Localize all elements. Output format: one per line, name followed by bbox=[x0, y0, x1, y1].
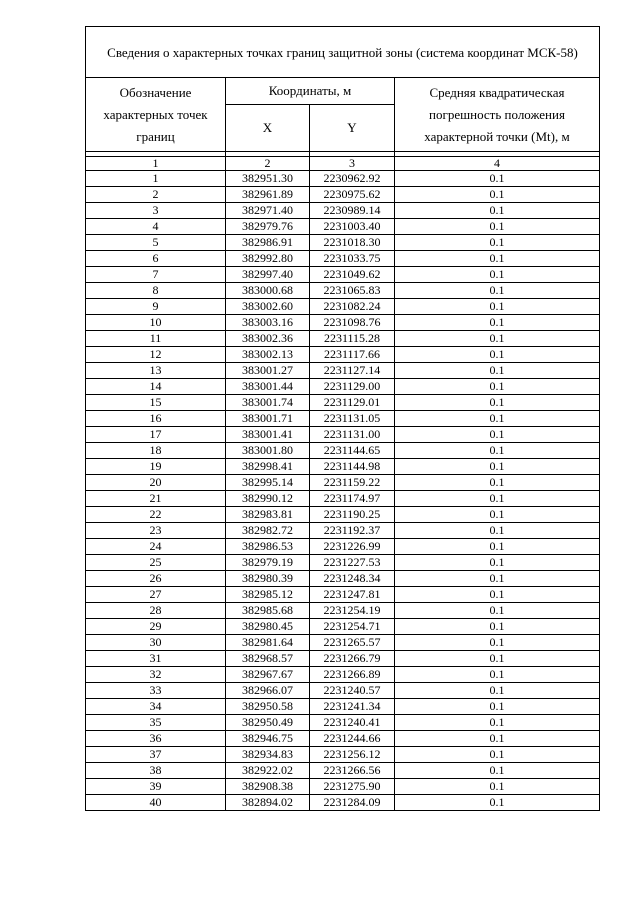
x-coordinate-cell: 382983.81 bbox=[226, 507, 310, 523]
y-coordinate-cell: 2231018.30 bbox=[310, 235, 395, 251]
x-coordinate-cell: 383001.27 bbox=[226, 363, 310, 379]
x-coordinate-cell: 382981.64 bbox=[226, 635, 310, 651]
table-row bbox=[86, 187, 600, 203]
error-cell: 0.1 bbox=[395, 587, 600, 603]
error-cell: 0.1 bbox=[395, 667, 600, 683]
table-row bbox=[86, 523, 600, 539]
error-cell: 0.1 bbox=[395, 699, 600, 715]
error-cell: 0.1 bbox=[395, 651, 600, 667]
point-id-cell: 1 bbox=[86, 171, 226, 187]
y-coordinate-cell: 2231256.12 bbox=[310, 747, 395, 763]
point-id-cell: 2 bbox=[86, 187, 226, 203]
error-cell: 0.1 bbox=[395, 475, 600, 491]
error-cell: 0.1 bbox=[395, 715, 600, 731]
error-cell: 0.1 bbox=[395, 731, 600, 747]
column-number: 3 bbox=[310, 157, 395, 171]
y-coordinate-cell: 2231159.22 bbox=[310, 475, 395, 491]
x-coordinate-cell: 382986.91 bbox=[226, 235, 310, 251]
point-id-cell: 6 bbox=[86, 251, 226, 267]
y-coordinate-cell: 2231266.56 bbox=[310, 763, 395, 779]
point-id-cell: 13 bbox=[86, 363, 226, 379]
y-coordinate-cell: 2231226.99 bbox=[310, 539, 395, 555]
y-coordinate-cell: 2231265.57 bbox=[310, 635, 395, 651]
header-x: X bbox=[226, 105, 310, 152]
error-cell: 0.1 bbox=[395, 427, 600, 443]
error-cell: 0.1 bbox=[395, 747, 600, 763]
y-coordinate-cell: 2231266.79 bbox=[310, 651, 395, 667]
y-coordinate-cell: 2231266.89 bbox=[310, 667, 395, 683]
y-coordinate-cell: 2231098.76 bbox=[310, 315, 395, 331]
y-coordinate-cell: 2231129.00 bbox=[310, 379, 395, 395]
error-cell: 0.1 bbox=[395, 443, 600, 459]
error-cell: 0.1 bbox=[395, 171, 600, 187]
x-coordinate-cell: 382961.89 bbox=[226, 187, 310, 203]
point-id-cell: 29 bbox=[86, 619, 226, 635]
error-cell: 0.1 bbox=[395, 411, 600, 427]
point-id-cell: 39 bbox=[86, 779, 226, 795]
y-coordinate-cell: 2231131.05 bbox=[310, 411, 395, 427]
y-coordinate-cell: 2231241.34 bbox=[310, 699, 395, 715]
point-id-cell: 10 bbox=[86, 315, 226, 331]
error-cell: 0.1 bbox=[395, 571, 600, 587]
x-coordinate-cell: 382979.76 bbox=[226, 219, 310, 235]
point-id-cell: 25 bbox=[86, 555, 226, 571]
y-coordinate-cell: 2231144.98 bbox=[310, 459, 395, 475]
table-body bbox=[86, 171, 600, 811]
table-row bbox=[86, 651, 600, 667]
point-id-cell: 24 bbox=[86, 539, 226, 555]
y-coordinate-cell: 2231003.40 bbox=[310, 219, 395, 235]
point-id-cell: 14 bbox=[86, 379, 226, 395]
point-id-cell: 23 bbox=[86, 523, 226, 539]
x-coordinate-cell: 382894.02 bbox=[226, 795, 310, 811]
error-cell: 0.1 bbox=[395, 283, 600, 299]
y-coordinate-cell: 2231240.41 bbox=[310, 715, 395, 731]
y-coordinate-cell: 2231174.97 bbox=[310, 491, 395, 507]
x-coordinate-cell: 383001.80 bbox=[226, 443, 310, 459]
x-coordinate-cell: 382985.12 bbox=[226, 587, 310, 603]
x-coordinate-cell: 382986.53 bbox=[226, 539, 310, 555]
y-coordinate-cell: 2231254.19 bbox=[310, 603, 395, 619]
table-row bbox=[86, 571, 600, 587]
y-coordinate-cell: 2231247.81 bbox=[310, 587, 395, 603]
table-row bbox=[86, 539, 600, 555]
table-row bbox=[86, 395, 600, 411]
x-coordinate-cell: 382979.19 bbox=[226, 555, 310, 571]
table-row bbox=[86, 251, 600, 267]
x-coordinate-cell: 382980.45 bbox=[226, 619, 310, 635]
table-row bbox=[86, 731, 600, 747]
y-coordinate-cell: 2231117.66 bbox=[310, 347, 395, 363]
x-coordinate-cell: 382950.58 bbox=[226, 699, 310, 715]
table-row bbox=[86, 667, 600, 683]
point-id-cell: 16 bbox=[86, 411, 226, 427]
x-coordinate-cell: 382950.49 bbox=[226, 715, 310, 731]
x-coordinate-cell: 383002.60 bbox=[226, 299, 310, 315]
x-coordinate-cell: 382992.80 bbox=[226, 251, 310, 267]
point-id-cell: 40 bbox=[86, 795, 226, 811]
y-coordinate-cell: 2231275.90 bbox=[310, 779, 395, 795]
point-id-cell: 28 bbox=[86, 603, 226, 619]
y-coordinate-cell: 2231254.71 bbox=[310, 619, 395, 635]
y-coordinate-cell: 2231131.00 bbox=[310, 427, 395, 443]
column-number: 4 bbox=[395, 157, 600, 171]
point-id-cell: 18 bbox=[86, 443, 226, 459]
coordinates-table bbox=[85, 26, 600, 811]
x-coordinate-cell: 383001.74 bbox=[226, 395, 310, 411]
point-id-cell: 31 bbox=[86, 651, 226, 667]
x-coordinate-cell: 382995.14 bbox=[226, 475, 310, 491]
error-cell: 0.1 bbox=[395, 507, 600, 523]
error-cell: 0.1 bbox=[395, 363, 600, 379]
table-row bbox=[86, 587, 600, 603]
y-coordinate-cell: 2231190.25 bbox=[310, 507, 395, 523]
y-coordinate-cell: 2231049.62 bbox=[310, 267, 395, 283]
table-row bbox=[86, 363, 600, 379]
error-cell: 0.1 bbox=[395, 187, 600, 203]
y-coordinate-cell: 2231115.28 bbox=[310, 331, 395, 347]
point-id-cell: 17 bbox=[86, 427, 226, 443]
table-row bbox=[86, 315, 600, 331]
x-coordinate-cell: 382908.38 bbox=[226, 779, 310, 795]
point-id-cell: 30 bbox=[86, 635, 226, 651]
table-row bbox=[86, 235, 600, 251]
point-id-cell: 8 bbox=[86, 283, 226, 299]
table-row bbox=[86, 715, 600, 731]
error-cell: 0.1 bbox=[395, 299, 600, 315]
table-row bbox=[86, 699, 600, 715]
point-id-cell: 11 bbox=[86, 331, 226, 347]
point-id-cell: 20 bbox=[86, 475, 226, 491]
x-coordinate-cell: 383001.41 bbox=[226, 427, 310, 443]
table-row bbox=[86, 219, 600, 235]
y-coordinate-cell: 2230975.62 bbox=[310, 187, 395, 203]
error-cell: 0.1 bbox=[395, 683, 600, 699]
error-cell: 0.1 bbox=[395, 219, 600, 235]
table-row bbox=[86, 795, 600, 811]
column-number: 2 bbox=[226, 157, 310, 171]
error-cell: 0.1 bbox=[395, 491, 600, 507]
x-coordinate-cell: 383002.13 bbox=[226, 347, 310, 363]
x-coordinate-cell: 383001.71 bbox=[226, 411, 310, 427]
table-row bbox=[86, 459, 600, 475]
error-cell: 0.1 bbox=[395, 459, 600, 475]
table-row bbox=[86, 635, 600, 651]
x-coordinate-cell: 382980.39 bbox=[226, 571, 310, 587]
y-coordinate-cell: 2231192.37 bbox=[310, 523, 395, 539]
y-coordinate-cell: 2231248.34 bbox=[310, 571, 395, 587]
table-row bbox=[86, 443, 600, 459]
error-cell: 0.1 bbox=[395, 251, 600, 267]
x-coordinate-cell: 383000.68 bbox=[226, 283, 310, 299]
table-row bbox=[86, 267, 600, 283]
point-id-cell: 32 bbox=[86, 667, 226, 683]
table-row bbox=[86, 299, 600, 315]
point-id-cell: 22 bbox=[86, 507, 226, 523]
x-coordinate-cell: 382990.12 bbox=[226, 491, 310, 507]
error-cell: 0.1 bbox=[395, 379, 600, 395]
error-cell: 0.1 bbox=[395, 539, 600, 555]
y-coordinate-cell: 2231227.53 bbox=[310, 555, 395, 571]
error-cell: 0.1 bbox=[395, 523, 600, 539]
x-coordinate-cell: 383002.36 bbox=[226, 331, 310, 347]
error-cell: 0.1 bbox=[395, 619, 600, 635]
error-cell: 0.1 bbox=[395, 779, 600, 795]
point-id-cell: 5 bbox=[86, 235, 226, 251]
point-id-cell: 12 bbox=[86, 347, 226, 363]
table-row bbox=[86, 171, 600, 187]
error-cell: 0.1 bbox=[395, 603, 600, 619]
y-coordinate-cell: 2231144.65 bbox=[310, 443, 395, 459]
y-coordinate-cell: 2231284.09 bbox=[310, 795, 395, 811]
y-coordinate-cell: 2230962.92 bbox=[310, 171, 395, 187]
table-row bbox=[86, 475, 600, 491]
point-id-cell: 4 bbox=[86, 219, 226, 235]
table-row bbox=[86, 683, 600, 699]
x-coordinate-cell: 382997.40 bbox=[226, 267, 310, 283]
x-coordinate-cell: 382922.02 bbox=[226, 763, 310, 779]
point-id-cell: 33 bbox=[86, 683, 226, 699]
x-coordinate-cell: 382966.07 bbox=[226, 683, 310, 699]
point-id-cell: 35 bbox=[86, 715, 226, 731]
table-row bbox=[86, 619, 600, 635]
x-coordinate-cell: 382982.72 bbox=[226, 523, 310, 539]
table-row bbox=[86, 507, 600, 523]
x-coordinate-cell: 382934.83 bbox=[226, 747, 310, 763]
point-id-cell: 37 bbox=[86, 747, 226, 763]
y-coordinate-cell: 2230989.14 bbox=[310, 203, 395, 219]
y-coordinate-cell: 2231127.14 bbox=[310, 363, 395, 379]
table-row bbox=[86, 779, 600, 795]
table-title: Сведения о характерных точках границ защитной зоны (система координат МСК-58) bbox=[86, 27, 600, 78]
x-coordinate-cell: 382971.40 bbox=[226, 203, 310, 219]
error-cell: 0.1 bbox=[395, 763, 600, 779]
error-cell: 0.1 bbox=[395, 555, 600, 571]
y-coordinate-cell: 2231065.83 bbox=[310, 283, 395, 299]
point-id-cell: 34 bbox=[86, 699, 226, 715]
column-number-row bbox=[86, 157, 600, 171]
point-id-cell: 38 bbox=[86, 763, 226, 779]
error-cell: 0.1 bbox=[395, 315, 600, 331]
point-id-cell: 3 bbox=[86, 203, 226, 219]
y-coordinate-cell: 2231240.57 bbox=[310, 683, 395, 699]
header-error: Средняя квадратическая погрешность положения характерной точки (Mt), м bbox=[395, 78, 600, 152]
header-y: Y bbox=[310, 105, 395, 152]
x-coordinate-cell: 383001.44 bbox=[226, 379, 310, 395]
point-id-cell: 27 bbox=[86, 587, 226, 603]
header-coordinates: Координаты, м bbox=[226, 78, 395, 105]
x-coordinate-cell: 382968.57 bbox=[226, 651, 310, 667]
x-coordinate-cell: 382951.30 bbox=[226, 171, 310, 187]
x-coordinate-cell: 382946.75 bbox=[226, 731, 310, 747]
point-id-cell: 7 bbox=[86, 267, 226, 283]
x-coordinate-cell: 382998.41 bbox=[226, 459, 310, 475]
table-row bbox=[86, 331, 600, 347]
y-coordinate-cell: 2231033.75 bbox=[310, 251, 395, 267]
table-row bbox=[86, 555, 600, 571]
table-row bbox=[86, 347, 600, 363]
error-cell: 0.1 bbox=[395, 347, 600, 363]
table-row bbox=[86, 379, 600, 395]
table-row bbox=[86, 283, 600, 299]
point-id-cell: 15 bbox=[86, 395, 226, 411]
table-row bbox=[86, 491, 600, 507]
point-id-cell: 9 bbox=[86, 299, 226, 315]
error-cell: 0.1 bbox=[395, 235, 600, 251]
error-cell: 0.1 bbox=[395, 395, 600, 411]
table-row bbox=[86, 411, 600, 427]
point-id-cell: 26 bbox=[86, 571, 226, 587]
table-row bbox=[86, 427, 600, 443]
x-coordinate-cell: 383003.16 bbox=[226, 315, 310, 331]
table-row bbox=[86, 603, 600, 619]
error-cell: 0.1 bbox=[395, 795, 600, 811]
error-cell: 0.1 bbox=[395, 635, 600, 651]
point-id-cell: 19 bbox=[86, 459, 226, 475]
table-row bbox=[86, 747, 600, 763]
x-coordinate-cell: 382985.68 bbox=[226, 603, 310, 619]
coordinates-document bbox=[85, 26, 599, 811]
y-coordinate-cell: 2231244.66 bbox=[310, 731, 395, 747]
y-coordinate-cell: 2231082.24 bbox=[310, 299, 395, 315]
x-coordinate-cell: 382967.67 bbox=[226, 667, 310, 683]
header-designation: Обозначение характерных точек границ bbox=[86, 78, 226, 152]
error-cell: 0.1 bbox=[395, 203, 600, 219]
error-cell: 0.1 bbox=[395, 267, 600, 283]
y-coordinate-cell: 2231129.01 bbox=[310, 395, 395, 411]
point-id-cell: 21 bbox=[86, 491, 226, 507]
point-id-cell: 36 bbox=[86, 731, 226, 747]
column-number: 1 bbox=[86, 157, 226, 171]
table-row bbox=[86, 763, 600, 779]
table-row bbox=[86, 203, 600, 219]
error-cell: 0.1 bbox=[395, 331, 600, 347]
